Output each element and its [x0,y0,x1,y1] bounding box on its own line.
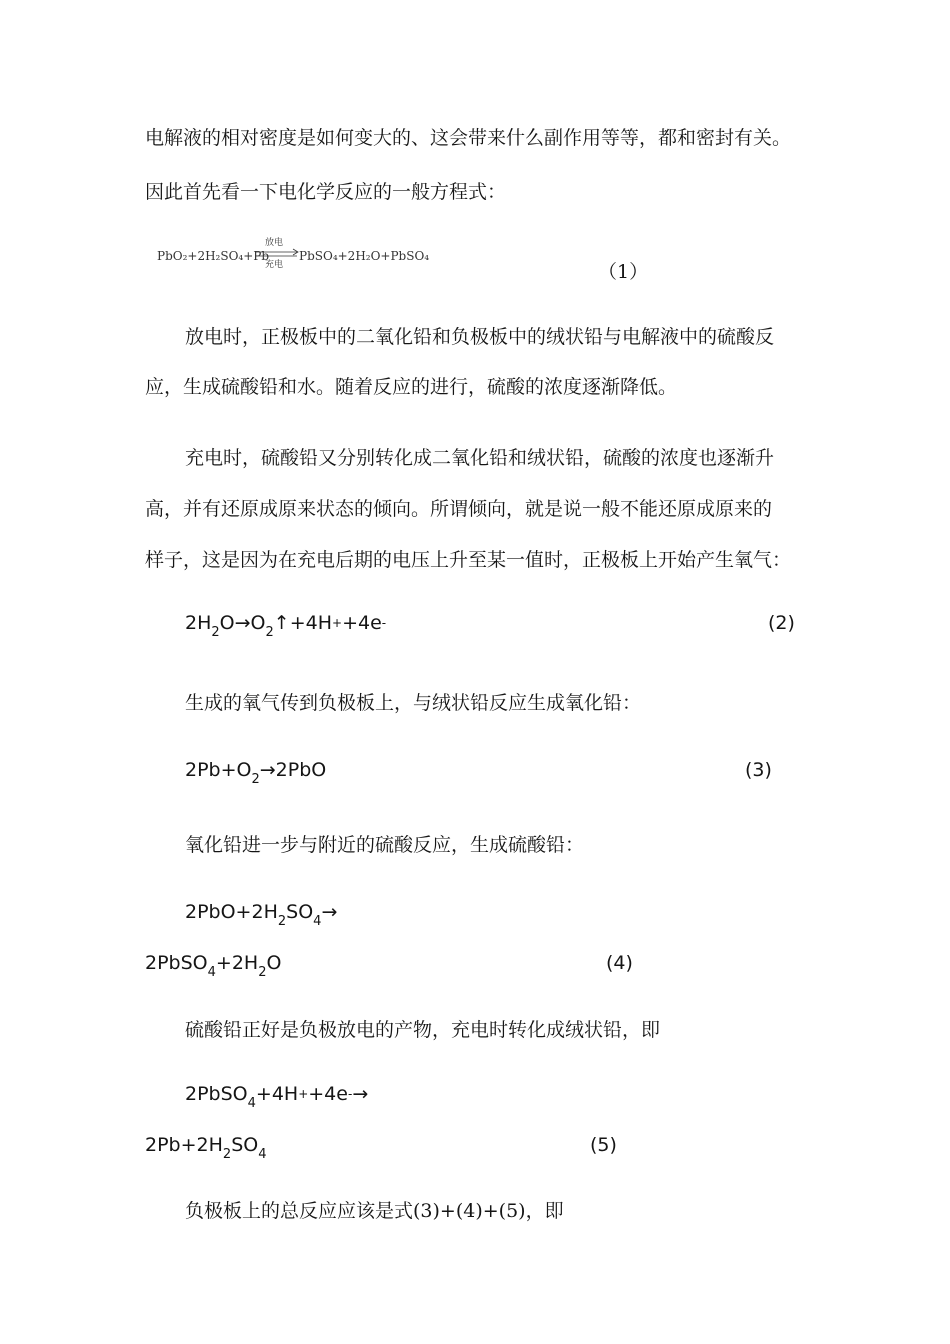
equation-1 [157,232,447,272]
equation-3: $2Pb+O_2\to 2PbO$ [185,759,327,787]
equation-1-arrow-top: 放电 [265,238,284,248]
equation-1-number: （1） [598,261,649,283]
equation-4-line-1: $2PbO+2H_2SO_4\to$ [185,901,338,929]
paragraph-6: 硫酸铅正好是负极放电的产物，充电时转化成绒状铅，即 [185,1019,661,1041]
equation-1-arrow-bottom: 充电 [265,260,284,270]
equation-1-left: PbO₂+2H₂SO₄+Pb [157,249,270,263]
equation-3-number: (3) [745,759,772,781]
equation-4-number: (4) [606,952,633,974]
paragraph-3-line-2: 高，并有还原成原来状态的倾向。所谓倾向，就是说一般不能还原成原来的 [145,498,773,520]
equation-4-line-2: $2PbSO_4+2H_2O$ [145,952,282,980]
paragraph-2-line-2: 应，生成硫酸铅和水。随着反应的进行，硫酸的浓度逐渐降低。 [145,376,678,398]
equation-1-right: PbSO₄+2H₂O+PbSO₄ [299,249,430,263]
paragraph-4: 生成的氧气传到负极板上，与绒状铅反应生成氧化铅： [185,692,642,714]
equation-5-line-2: $2Pb+2H_2SO_4$ [145,1134,267,1162]
equation-2: $2H_2O\to O_2↑+4H^++4e^-$ [185,612,387,640]
paragraph-3-line-1: 充电时，硫酸铅又分别转化成二氧化铅和绒状铅，硫酸的浓度也逐渐升 [185,447,775,469]
equation-2-number: (2) [768,612,795,634]
paragraph-7: 负极板上的总反应应该是式(3)+(4)+(5)，即 [185,1200,564,1222]
paragraph-1-line-1: 电解液的相对密度是如何变大的、这会带来什么副作用等等，都和密封有关。 [145,127,792,149]
equation-5-line-1: 2PbSO$_4$+4H++4e-→ [185,1083,369,1111]
paragraph-2-line-1: 放电时，正极板中的二氧化铅和负极板中的绒状铅与电解液中的硫酸反 [185,326,775,348]
paragraph-3-line-3: 样子，这是因为在充电后期的电压上升至某一值时，正极板上开始产生氧气： [145,549,792,571]
equation-5-number: (5) [590,1134,617,1156]
paragraph-5: 氧化铅进一步与附近的硫酸反应，生成硫酸铅： [185,834,585,856]
paragraph-1-line-2: 因此首先看一下电化学反应的一般方程式： [145,181,507,203]
